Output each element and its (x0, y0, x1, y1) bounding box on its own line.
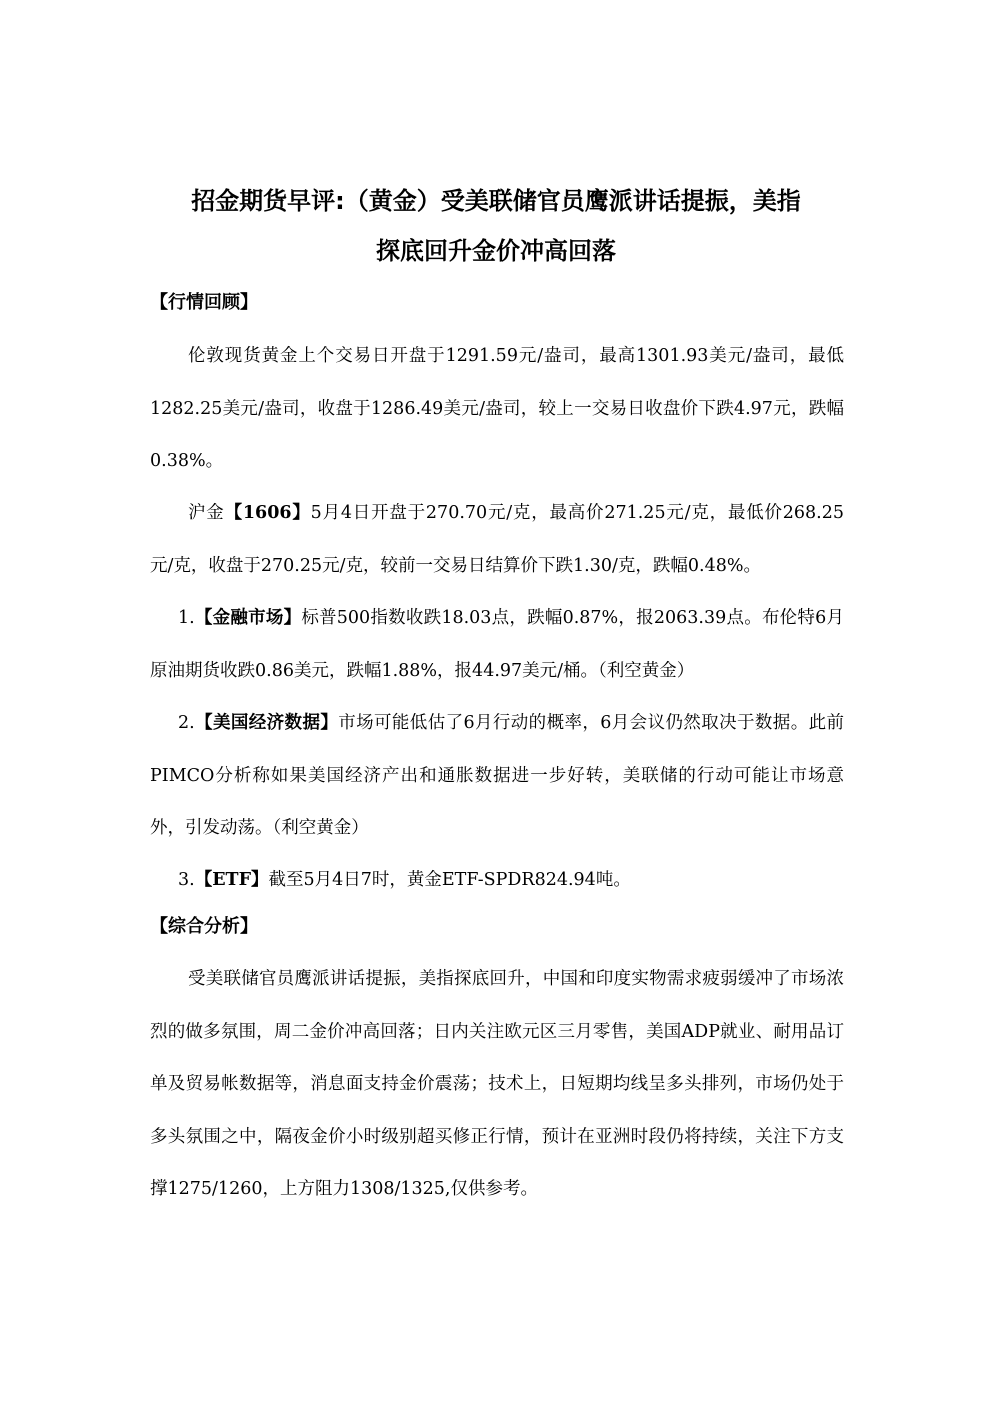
list-item-tag: 【金融市场】 (194, 608, 302, 628)
shanghai-gold-prefix: 沪金 (188, 503, 225, 523)
analysis-paragraph: 受美联储官员鹰派讲话提振，美指探底回升，中国和印度实物需求疲弱缓冲了市场浓烈的做多氛围，周二金价冲高回落；日内关注欧元区三月零售，美国ADP就业、耐用品订单及贸易帐数据等，消息面支持金价震荡；技术上，日短期均线呈多头排列，市场仍处于多头氛围之中，隔夜金价小时级别超买修正行情，预计在亚洲时段仍将持续，关注下方支撑1275/1260，上方阻力1308/1325,仅供参考。 (150, 969, 844, 1199)
list-item-us-economic-data (150, 697, 844, 855)
shanghai-gold-text: 5月4日开盘于270.70元/克，最高价271.25元/克，最低价268.25元/克，收盘于270.25元/克，较前一交易日结算价下跌1.30/克，跌幅0.48%。 (150, 503, 844, 576)
analysis-heading: 【综合分析】 (150, 916, 258, 937)
document-title (130, 176, 862, 276)
list-item-financial-market (150, 592, 844, 697)
list-item-tag: 【美国经济数据】 (194, 713, 339, 733)
list-item-text: 市场可能低估了6月行动的概率，6月会议仍然取决于数据。此前PIMCO分析称如果美国经济产出和通胀数据进一步好转，美联储的行动可能让市场意外，引发动荡。（利空黄金） (150, 713, 844, 838)
shanghai-gold-contract: 【1606】 (224, 503, 311, 523)
title-line-1: 招金期货早评:（黄金）受美联储官员鹰派讲话提振，美指 (191, 187, 801, 215)
review-paragraph-shanghai-gold (150, 487, 844, 592)
title-line-2: 探底回升金价冲高回落 (376, 237, 616, 265)
review-paragraph-london-gold: 伦敦现货黄金上个交易日开盘于1291.59元/盎司，最高1301.93美元/盎司，最低1282.25美元/盎司，收盘于1286.49美元/盎司，较上一交易日收盘价下跌4.97元，跌幅0.38%。 (150, 346, 844, 471)
list-item-number: 3. (178, 870, 195, 890)
list-item-tag: 【ETF】 (194, 870, 269, 890)
review-heading: 【行情回顾】 (150, 292, 258, 313)
list-item-etf (150, 854, 844, 907)
list-item-number: 2. (178, 713, 195, 733)
list-item-text: 截至5月4日7时，黄金ETF-SPDR824.94吨。 (268, 870, 631, 890)
list-item-text: 标普500指数收跌18.03点，跌幅0.87%，报2063.39点。布伦特6月原油期货收跌0.86美元，跌幅1.88%，报44.97美元/桶。（利空黄金） (150, 608, 844, 681)
list-item-number: 1. (178, 608, 195, 628)
